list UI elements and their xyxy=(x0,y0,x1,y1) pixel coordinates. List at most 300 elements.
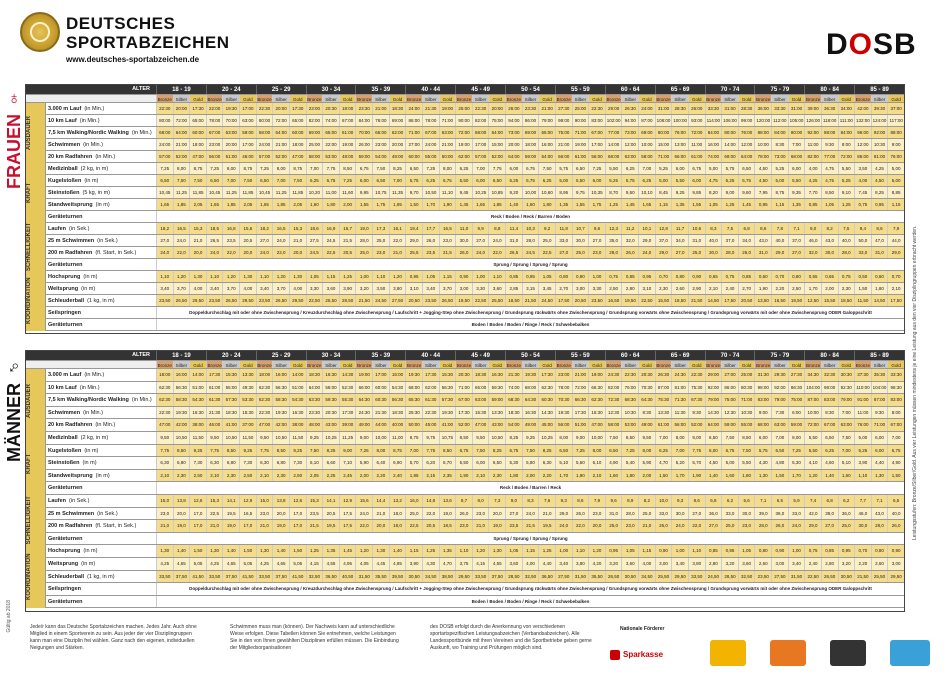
table-cell: 21:00 xyxy=(555,139,572,150)
table-cell: 7,00 xyxy=(838,445,855,457)
table-cell: 33,50 xyxy=(206,571,223,583)
discipline-label: 200 m Radfahren (fl. Start, in Sek.) xyxy=(48,523,137,530)
table-cell: 5,10 xyxy=(555,457,572,469)
table-cell: 10,25 xyxy=(322,432,339,444)
medal-label: Bronze xyxy=(855,97,871,102)
table-cell: 22,50 xyxy=(306,295,323,306)
table-cell: 11,25 xyxy=(173,187,190,198)
table-cell: 14,4 xyxy=(372,495,389,507)
table-cell: 8:30 xyxy=(821,407,838,419)
women-table xyxy=(25,84,905,334)
table-cell: 53:30 xyxy=(239,394,256,406)
table-cell: 15:30 xyxy=(472,407,489,419)
table-cell: 2,00 xyxy=(339,199,356,210)
table-cell: 17,3 xyxy=(372,223,389,234)
medal-label: Silber xyxy=(322,361,339,368)
table-cell: 1,10 xyxy=(256,271,273,282)
table-cell: 59:00 xyxy=(522,151,539,162)
table-cell: 76:00 xyxy=(671,127,688,138)
table-cell: 7,25 xyxy=(788,445,805,457)
table-cell: 7,10 xyxy=(339,457,356,469)
table-cell: 1,75 xyxy=(372,199,389,210)
table-cell: 20,0 xyxy=(239,247,256,258)
age-group-header: 18 - 19 xyxy=(156,85,206,94)
table-cell: 8,25 xyxy=(322,445,339,457)
table-cell: 1,10 xyxy=(854,470,871,482)
table-cell: 82:00 xyxy=(306,115,323,126)
table-cell: 4,55 xyxy=(322,558,339,570)
medal-label: Gold xyxy=(289,361,306,368)
table-cell: 6,50 xyxy=(705,432,722,444)
table-cell: 24,5 xyxy=(322,235,339,246)
table-cell: 16,50 xyxy=(605,295,622,306)
table-cell: 23,0 xyxy=(588,508,605,520)
table-cell: 0,85 xyxy=(738,271,755,282)
table-cell: 23,0 xyxy=(738,520,755,532)
table-row xyxy=(26,571,904,584)
table-cell: 59:30 xyxy=(322,394,339,406)
table-cell: 1,20 xyxy=(588,545,605,557)
table-cell: 36,0 xyxy=(771,508,788,520)
table-cell: 21,0 xyxy=(389,247,406,258)
table-cell: 19,0 xyxy=(222,520,239,532)
table-cell: 6,00 xyxy=(472,457,489,469)
table-cell: 1,90 xyxy=(455,470,472,482)
table-cell: 62:30 xyxy=(156,394,173,406)
table-cell: 2,30 xyxy=(222,470,239,482)
table-cell: 24:00 xyxy=(405,103,422,114)
table-cell: 21,0 xyxy=(206,520,223,532)
age-group-header: 75 - 79 xyxy=(754,85,804,94)
table-cell: 1,85 xyxy=(488,199,505,210)
table-row xyxy=(26,419,904,432)
table-cell: 20,0 xyxy=(173,508,190,520)
table-cell: 26,5 xyxy=(206,235,223,246)
table-cell: 88:00 xyxy=(887,127,904,138)
age-header-row xyxy=(26,351,904,361)
table-cell: 104:00 xyxy=(804,382,821,394)
table-cell: 1,80 xyxy=(871,283,888,294)
table-cell: 0,95 xyxy=(838,545,855,557)
table-cell: 7,75 xyxy=(156,445,173,457)
table-cell: 30:30 xyxy=(838,369,855,381)
table-cell: 19:00 xyxy=(439,103,456,114)
table-cell: 48:00 xyxy=(306,419,323,431)
table-cell: 6,50 xyxy=(572,163,589,174)
table-cell: 5,70 xyxy=(405,457,422,469)
table-cell: 1,05 xyxy=(306,271,323,282)
table-cell: 59:00 xyxy=(721,419,738,431)
medal-label: Silber xyxy=(721,95,738,102)
medal-label: Silber xyxy=(422,361,439,368)
medal-label: Silber xyxy=(721,361,738,368)
table-cell: 5,75 xyxy=(555,163,572,174)
table-cell: 9,50 xyxy=(206,432,223,444)
table-cell: 19,4 xyxy=(405,223,422,234)
table-cell: 74:00 xyxy=(322,115,339,126)
table-cell: 17:30 xyxy=(339,407,356,419)
medal-label: Bronze xyxy=(307,363,322,368)
table-cell: 19:30 xyxy=(405,369,422,381)
table-cell: 1,80 xyxy=(538,199,555,210)
table-cell: 2,30 xyxy=(838,283,855,294)
table-cell: 27,0 xyxy=(472,235,489,246)
table-cell: 34,0 xyxy=(738,235,755,246)
table-cell: 86:00 xyxy=(405,115,422,126)
medal-label: Gold xyxy=(389,361,406,368)
unit-label: (in Min.) xyxy=(79,384,100,391)
table-cell: 66:00 xyxy=(555,151,572,162)
table-cell: 25,0 xyxy=(688,247,705,258)
table-cell: 46,0 xyxy=(804,235,821,246)
table-cell: 29,50 xyxy=(887,571,904,583)
table-cell: 15,0 xyxy=(256,495,273,507)
unit-label: (in Min.) xyxy=(95,154,116,160)
unit-label: (in m) xyxy=(82,460,97,467)
table-cell: 1,20 xyxy=(173,271,190,282)
table-cell: 7,30 xyxy=(239,457,256,469)
medal-label: Silber xyxy=(173,361,190,368)
discipline-label: Standweitsprung (in m) xyxy=(48,202,110,208)
table-cell: 24,0 xyxy=(671,520,688,532)
table-cell: 1,90 xyxy=(754,283,771,294)
table-cell: 6,30 xyxy=(206,457,223,469)
table-cell: 66:00 xyxy=(671,151,688,162)
table-cell: 1,30 xyxy=(754,470,771,482)
table-cell: 33:30 xyxy=(771,103,788,114)
table-cell: 9,25 xyxy=(239,445,256,457)
table-cell: 58:00 xyxy=(322,382,339,394)
table-cell: 1,70 xyxy=(422,199,439,210)
table-cell: 31:30 xyxy=(754,369,771,381)
age-group-header: 35 - 39 xyxy=(355,85,405,94)
table-cell: 64:00 xyxy=(173,127,190,138)
table-cell: 1,85 xyxy=(173,199,190,210)
table-cell: 10,75 xyxy=(372,187,389,198)
table-cell: 3,90 xyxy=(854,457,871,469)
table-cell: 1,15 xyxy=(887,199,904,210)
table-cell: 5,50 xyxy=(804,432,821,444)
table-cell: 18,50 xyxy=(671,295,688,306)
table-cell: 3,40 xyxy=(422,283,439,294)
table-cell: 4,65 xyxy=(173,558,190,570)
table-cell: 3,40 xyxy=(555,558,572,570)
table-cell: 92:00 xyxy=(871,127,888,138)
table-cell: 22,0 xyxy=(272,247,289,258)
table-cell: 27,50 xyxy=(771,571,788,583)
dosb-logo-o: O xyxy=(848,28,874,61)
table-cell: 10,75 xyxy=(439,432,456,444)
table-cell: 8,50 xyxy=(272,445,289,457)
table-cell: 3,00 xyxy=(455,283,472,294)
table-cell: 6,50 xyxy=(372,175,389,186)
unit-label: (fl. Start, in Sek.) xyxy=(95,523,137,530)
table-cell: 0,90 xyxy=(455,271,472,282)
table-cell: 1,15 xyxy=(405,545,422,557)
table-cell: 22,0 xyxy=(222,247,239,258)
table-cell: 1,20 xyxy=(355,545,372,557)
table-cell: 8:30 xyxy=(638,407,655,419)
table-cell: 8,70 xyxy=(605,187,622,198)
medal-label: Gold xyxy=(887,95,904,102)
medal-label: Bronze xyxy=(407,363,422,368)
table-cell: 6,80 xyxy=(173,457,190,469)
table-cell: 14,50 xyxy=(705,295,722,306)
table-cell: 7,95 xyxy=(754,187,771,198)
table-cell: 62:30 xyxy=(156,382,173,394)
table-cell: 6,00 xyxy=(788,163,805,174)
table-cell: 21:00 xyxy=(572,369,589,381)
table-cell: 23,0 xyxy=(472,508,489,520)
table-cell: 23,0 xyxy=(621,520,638,532)
table-cell: 55:00 xyxy=(222,382,239,394)
table-cell: 1,20 xyxy=(472,545,489,557)
table-cell: 57:00 xyxy=(156,151,173,162)
table-row xyxy=(26,235,904,247)
medal-label: Silber xyxy=(372,95,389,102)
table-cell: 20:00 xyxy=(272,103,289,114)
table-cell: 9,4 xyxy=(854,223,871,234)
table-cell: 27,0 xyxy=(555,247,572,258)
table-cell: 117:00 xyxy=(887,115,904,126)
age-group-header: 85 - 89 xyxy=(854,85,904,94)
table-cell: 22,50 xyxy=(638,295,655,306)
table-cell: 12:30 xyxy=(721,407,738,419)
table-cell: 5,80 xyxy=(522,457,539,469)
table-cell: 24:30 xyxy=(671,369,688,381)
table-cell: 4,70 xyxy=(655,457,672,469)
table-cell: 80:00 xyxy=(721,127,738,138)
table-cell: 62:30 xyxy=(256,382,273,394)
table-cell: 37:30 xyxy=(854,369,871,381)
table-cell: 30,0 xyxy=(671,508,688,520)
age-group-header: 25 - 29 xyxy=(256,85,306,94)
discipline-label: 10 km Lauf (in Min.) xyxy=(48,384,100,391)
table-cell: 6,50 xyxy=(605,445,622,457)
table-cell: 92:00 xyxy=(804,127,821,138)
table-cell: 17:30 xyxy=(422,369,439,381)
table-cell: 59:00 xyxy=(239,127,256,138)
table-cell: 7,25 xyxy=(422,163,439,174)
table-cell: 17:30 xyxy=(289,103,306,114)
table-cell: 81:00 xyxy=(871,151,888,162)
table-cell: 29,50 xyxy=(189,295,206,306)
table-cell: 5,25 xyxy=(505,175,522,186)
table-cell: 47:00 xyxy=(256,419,273,431)
table-cell: 4,60 xyxy=(821,457,838,469)
table-cell: 19:00 xyxy=(455,139,472,150)
medal-label: Gold xyxy=(239,95,256,102)
table-cell: 17,0 xyxy=(239,520,256,532)
table-cell: 3,60 xyxy=(488,283,505,294)
table-row xyxy=(26,394,904,407)
table-cell: 11:00 xyxy=(688,139,705,150)
table-cell: 68:30 xyxy=(505,394,522,406)
table-cell: 52:00 xyxy=(455,419,472,431)
table-cell: 56:30 xyxy=(389,394,406,406)
table-cell: 22,0 xyxy=(572,520,589,532)
website-link[interactable]: www.deutsches-sportabzeichen.de xyxy=(66,55,200,64)
table-cell: 1,30 xyxy=(256,545,273,557)
unit-label: (fl. Start, in Sek.) xyxy=(95,250,137,256)
table-cell: 102:00 xyxy=(605,115,622,126)
table-cell: 25,50 xyxy=(322,295,339,306)
table-cell: 1,45 xyxy=(621,199,638,210)
table-cell: 7,00 xyxy=(472,163,489,174)
table-cell: 10:30 xyxy=(621,407,638,419)
table-cell: 20,50 xyxy=(405,295,422,306)
table-cell: 18,6 xyxy=(306,223,323,234)
table-cell: 50:00 xyxy=(439,151,456,162)
medal-label: Bronze xyxy=(357,97,372,102)
table-cell: 1,00 xyxy=(555,545,572,557)
table-cell: 4,00 xyxy=(522,558,539,570)
unit-label: (in m) xyxy=(83,274,98,280)
table-cell: 7,1 xyxy=(754,495,771,507)
medal-label: Gold xyxy=(189,95,206,102)
table-cell: 60:00 xyxy=(372,382,389,394)
table-cell: 7,75 xyxy=(488,163,505,174)
table-cell: 1,15 xyxy=(522,545,539,557)
medal-label: Bronze xyxy=(456,97,472,102)
table-cell: 47,0 xyxy=(871,235,888,246)
table-cell: 4,10 xyxy=(804,457,821,469)
table-row xyxy=(26,175,904,187)
table-cell: 32,50 xyxy=(522,571,539,583)
table-cell: 1,65 xyxy=(638,199,655,210)
table-cell: 23,5 xyxy=(306,508,323,520)
table-cell: 71:00 xyxy=(738,394,755,406)
table-cell: 6,50 xyxy=(555,445,572,457)
table-cell: 6,75 xyxy=(887,445,904,457)
table-cell: 5,40 xyxy=(621,457,638,469)
table-cell: 8,00 xyxy=(638,445,655,457)
table-cell: 11,60 xyxy=(339,187,356,198)
table-cell: 6,20 xyxy=(422,457,439,469)
table-cell: 65:00 xyxy=(538,127,555,138)
table-cell: 70:30 xyxy=(555,394,572,406)
table-cell: 20:30 xyxy=(455,369,472,381)
table-row xyxy=(26,139,904,151)
table-cell: 18:30 xyxy=(505,407,522,419)
table-cell: 63:00 xyxy=(838,419,855,431)
table-cell: 27,0 xyxy=(505,508,522,520)
table-cell: 26:30 xyxy=(655,369,672,381)
table-cell: 0,70 xyxy=(854,545,871,557)
medal-label: Bronze xyxy=(656,97,671,102)
table-cell: 14,8 xyxy=(422,495,439,507)
table-cell: 8,20 xyxy=(705,187,722,198)
table-cell: 26,0 xyxy=(572,508,589,520)
table-cell: 31:00 xyxy=(655,103,672,114)
table-cell: 8,75 xyxy=(189,163,206,174)
table-cell: 21,5 xyxy=(439,247,456,258)
table-cell: 1,25 xyxy=(538,545,555,557)
medal-label: Bronze xyxy=(706,363,721,368)
table-cell: 87:00 xyxy=(655,382,672,394)
table-cell: 18,5 xyxy=(439,520,456,532)
table-cell: 6,00 xyxy=(355,175,372,186)
table-cell: 76:00 xyxy=(854,419,871,431)
table-cell: 7,50 xyxy=(538,163,555,174)
table-cell: 1,25 xyxy=(721,199,738,210)
table-cell: 55:30 xyxy=(339,394,356,406)
discipline-label: Geräteturnen xyxy=(48,262,83,268)
table-cell: 6,25 xyxy=(621,163,638,174)
table-cell: 22,5 xyxy=(206,508,223,520)
table-cell: 26,5 xyxy=(505,247,522,258)
table-cell: 23,0 xyxy=(455,520,472,532)
table-cell: 13,50 xyxy=(754,295,771,306)
table-cell: 40:00 xyxy=(389,419,406,431)
table-cell: 51:00 xyxy=(572,419,589,431)
table-cell: 26:30 xyxy=(621,103,638,114)
table-cell: 17,0 xyxy=(289,508,306,520)
table-cell: 8,00 xyxy=(173,163,190,174)
discipline-label: Schwimmen (in Min.) xyxy=(48,409,103,416)
table-cell: 36:30 xyxy=(821,103,838,114)
table-cell: 62:30 xyxy=(538,382,555,394)
table-cell: 24:30 xyxy=(605,369,622,381)
table-cell: 8,75 xyxy=(289,163,306,174)
table-cell: 21,5 xyxy=(522,520,539,532)
table-cell: 3,30 xyxy=(472,283,489,294)
table-cell: 1,10 xyxy=(206,271,223,282)
table-cell: 4,40 xyxy=(538,558,555,570)
table-cell: 17:00 xyxy=(472,139,489,150)
table-cell: 17:30 xyxy=(189,103,206,114)
medal-label: Gold xyxy=(488,361,505,368)
table-cell: 11,10 xyxy=(439,187,456,198)
table-cell: 1,60 xyxy=(605,470,622,482)
table-cell: 19:30 xyxy=(439,407,456,419)
discipline-label: Steinstoßen (5 kg, in m) xyxy=(48,190,110,196)
women-label: FRAUEN ♀ xyxy=(4,89,24,190)
table-cell: 12:00 xyxy=(854,139,871,150)
table-cell: 75:30 xyxy=(655,394,672,406)
table-cell: 5,00 xyxy=(854,432,871,444)
table-cell: 72:00 xyxy=(572,382,589,394)
sponsor-logo-icon xyxy=(830,640,866,666)
table-cell: 1,05 xyxy=(422,271,439,282)
table-cell: 10,45 xyxy=(206,187,223,198)
table-cell: 2,30 xyxy=(655,283,672,294)
table-cell: 0,95 xyxy=(405,271,422,282)
table-cell: 21:30 xyxy=(505,369,522,381)
table-cell: 111:00 xyxy=(838,115,855,126)
medal-label: Bronze xyxy=(606,363,621,368)
table-cell: 7,25 xyxy=(206,163,223,174)
table-cell: 3,60 xyxy=(505,558,522,570)
table-cell: 8,95 xyxy=(555,187,572,198)
table-cell: 18,2 xyxy=(156,223,173,234)
medal-label: Silber xyxy=(821,361,838,368)
table-cell: 24,5 xyxy=(306,247,323,258)
table-cell: 38,50 xyxy=(439,571,456,583)
table-cell: 8:00 xyxy=(887,407,904,419)
table-cell: 0,55 xyxy=(804,271,821,282)
table-cell: 52:30 xyxy=(339,382,356,394)
table-cell: 31,50 xyxy=(355,571,372,583)
table-cell: 24,0 xyxy=(522,508,539,520)
table-cell: 10,00 xyxy=(522,187,539,198)
table-cell: 20,5 xyxy=(239,235,256,246)
table-cell: 6,50 xyxy=(488,175,505,186)
table-cell: 8,9 xyxy=(621,495,638,507)
table-cell: 3,60 xyxy=(738,558,755,570)
table-cell: 0,90 xyxy=(887,545,904,557)
table-cell: 33,50 xyxy=(256,571,273,583)
